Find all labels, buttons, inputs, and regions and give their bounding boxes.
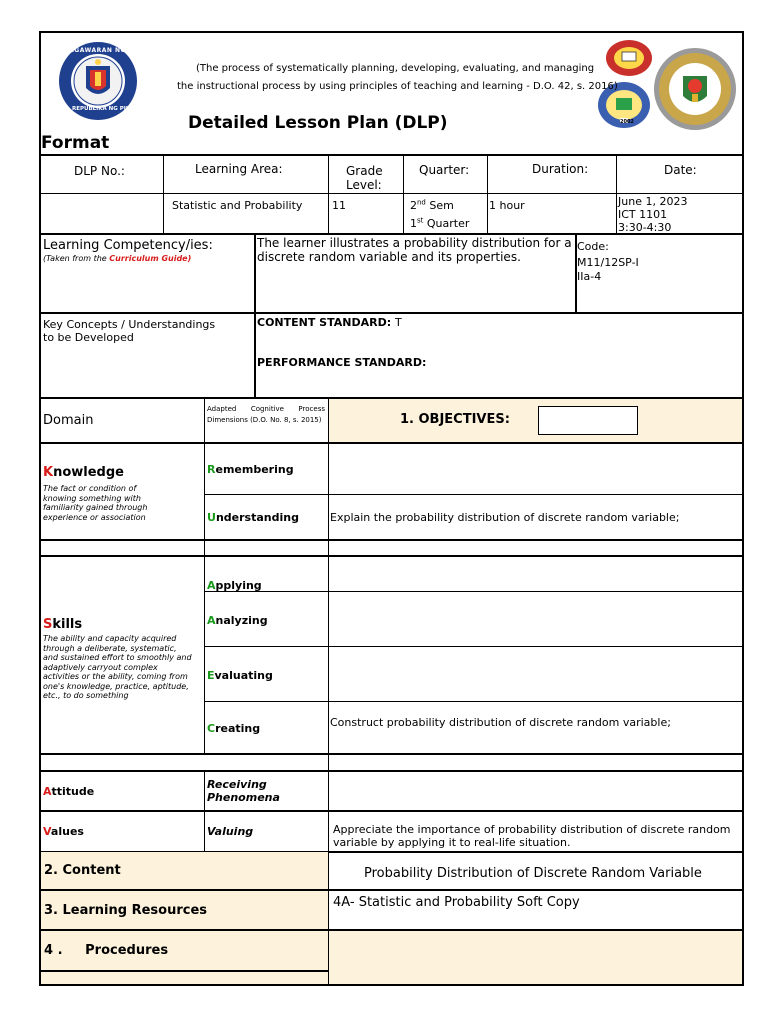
date-value: June 1, 2023: [618, 195, 688, 208]
key-concepts-label-1: Key Concepts / Understandings: [43, 318, 216, 331]
performance-standard-label: PERFORMANCE STANDARD:: [257, 356, 427, 369]
understanding-label: Understanding: [207, 511, 299, 524]
divider: [39, 555, 744, 557]
time-value: 3:30-4:30: [618, 221, 672, 234]
valuing-label: Valuing: [207, 825, 254, 838]
content-standard-label: CONTENT STANDARD: T: [257, 316, 402, 329]
divider: [328, 398, 329, 852]
divider: [254, 313, 256, 398]
division-seal-logo: [604, 38, 654, 78]
objectives-box: [538, 406, 638, 435]
understanding-objective: Explain the probability distribution of discrete random variable;: [330, 511, 680, 524]
remembering-label: Remembering: [207, 463, 294, 476]
page-title: Detailed Lesson Plan (DLP): [188, 113, 448, 133]
divider: [205, 646, 744, 647]
applying-label: Applying: [207, 579, 262, 592]
key-concepts-label-2: to be Developed: [43, 331, 134, 344]
objectives-title: 1. OBJECTIVES:: [400, 412, 510, 427]
divider: [39, 753, 744, 755]
header-description-line2: the instructional process by using principles of teaching and learning - D.O. 42, s. 2016): [177, 81, 618, 92]
attitude-label: Attitude: [43, 785, 95, 798]
deped-seal-text-top: KAGAWARAN NG EDUKASYON: [64, 47, 175, 54]
divider: [328, 155, 329, 233]
divider: [205, 591, 744, 592]
competency-note: (Taken from the Curriculum Guide): [43, 254, 192, 263]
divider: [39, 312, 744, 314]
divider: [39, 770, 744, 772]
senior-high-seal-logo: [648, 46, 742, 132]
creating-objective: Construct probability distribution of discrete random variable;: [330, 716, 671, 729]
duration-label: Duration:: [532, 162, 589, 176]
values-objective: Appreciate the importance of probability distribution of discrete random variable by applying it to real-life situation.: [333, 823, 731, 849]
learning-resources-label: 3. Learning Resources: [44, 903, 208, 918]
header-description-line1: (The process of systematically planning, developing, evaluating, and managing: [196, 63, 595, 74]
quarter-value: 1st Quarter: [410, 216, 470, 230]
deped-seal-text-bottom: REPUBLIKA NG PILIPINAS: [72, 106, 151, 112]
learning-resources-value: 4A- Statistic and Probability Soft Copy: [333, 895, 580, 910]
dlp-no-label: DLP No.:: [74, 164, 125, 178]
learning-area-value: Statistic and Probability: [172, 199, 303, 212]
analyzing-label: Analyzing: [207, 614, 268, 627]
skills-label: Skills: [43, 617, 83, 632]
duration-value: 1 hour: [489, 199, 525, 212]
semester-value: 2nd Sem: [410, 198, 454, 212]
divider: [39, 929, 744, 931]
quarter-label: Quarter:: [419, 163, 470, 177]
learning-area-label: Learning Area:: [195, 162, 283, 176]
divider: [487, 155, 488, 233]
competency-text: The learner illustrates a probability distribution for a discrete random variable and its properties.: [257, 236, 572, 264]
divider: [616, 155, 617, 233]
divider: [163, 155, 164, 233]
divider: [205, 701, 744, 702]
divider: [328, 852, 329, 985]
objectives-header-bg: [328, 399, 742, 442]
code-value: M11/12SP-IIIa-4: [577, 256, 639, 283]
knowledge-label: Knowledge: [43, 465, 124, 480]
creating-label: Creating: [207, 722, 261, 735]
divider: [205, 494, 744, 495]
divider: [39, 810, 744, 812]
divider: [39, 442, 744, 444]
date-label: Date:: [664, 163, 697, 177]
adapted-process-label: Adapted Cognitive Process Dimensions (D.O. No. 8, s. 2015): [207, 405, 325, 424]
school-seal-year: 2002: [620, 119, 634, 125]
divider: [39, 193, 744, 194]
grade-level-value: 11: [332, 199, 346, 212]
divider: [39, 154, 744, 156]
values-label: Values: [43, 825, 84, 838]
divider: [39, 970, 329, 972]
divider: [403, 155, 404, 233]
knowledge-description: The fact or condition of knowing something with familiarity gained through experience or association: [43, 484, 148, 522]
evaluating-label: Evaluating: [207, 669, 273, 682]
procedures-label: 4 . Procedures: [44, 943, 169, 958]
competency-label: Learning Competency/ies:: [43, 238, 213, 253]
receiving-phenomena-label: Receiving Phenomena: [207, 778, 280, 804]
divider: [254, 234, 256, 313]
content-label: 2. Content: [44, 863, 121, 878]
section-value: ICT 1101: [618, 208, 668, 221]
content-value: Probability Distribution of Discrete Random Variable: [364, 866, 702, 881]
skills-description: The ability and capacity acquired through a deliberate, systematic, and sustained effort to smoothly and adaptively carryout complex activities or the ability, coming from one's knowledge, practice, aptitude, etc., to do something: [43, 634, 192, 700]
domain-label: Domain: [43, 413, 94, 428]
code-label: Code:: [577, 240, 609, 253]
format-label: Format: [41, 133, 110, 153]
divider: [39, 889, 744, 891]
divider: [39, 539, 744, 541]
grade-level-label: Grade Level:: [346, 164, 383, 192]
